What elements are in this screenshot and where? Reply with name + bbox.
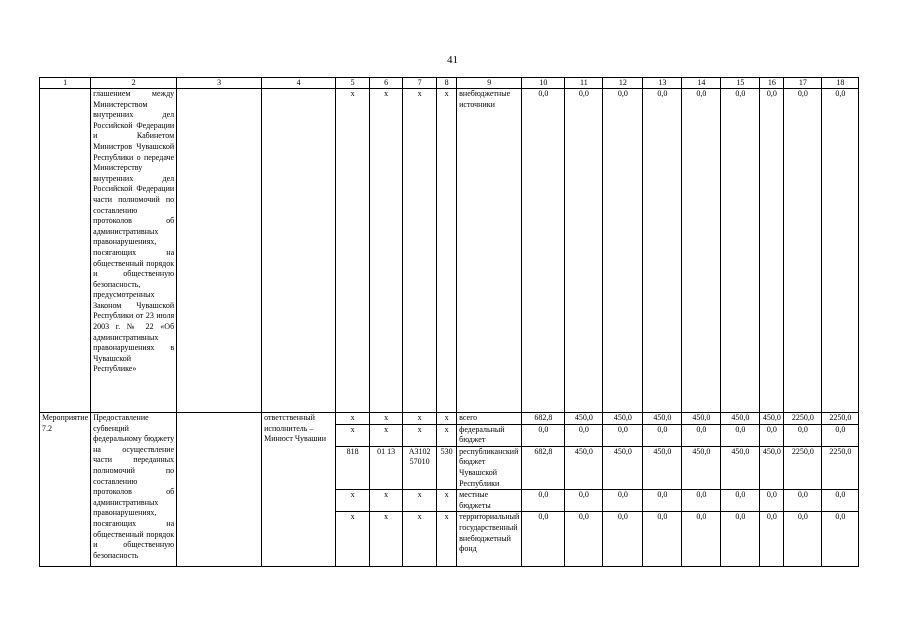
value-cell: 450,0 [682, 413, 721, 425]
value-cell: 0,0 [522, 512, 565, 567]
code-cell: х [336, 512, 370, 567]
value-cell: 0,0 [784, 490, 822, 512]
value-cell: 450,0 [760, 413, 784, 425]
header-cell: 8 [437, 78, 457, 89]
value-cell: 0,0 [603, 424, 643, 446]
funding-source: местные бюджеты [457, 490, 522, 512]
value-cell: 0,0 [822, 89, 859, 413]
responsible-executor: ответственный исполнитель – Минюст Чувашии [262, 413, 336, 567]
header-cell: 16 [760, 78, 784, 89]
funding-source: всего [457, 413, 522, 425]
value-cell: 0,0 [760, 490, 784, 512]
value-cell: 450,0 [643, 413, 682, 425]
header-cell: 7 [403, 78, 437, 89]
event-description: глашением между Министерством внутренних дел Российской Федерации и Кабинетом Министров Чувашской Республики о передаче Министерству внутренних дел Российской Федерации части полномочий по составлению протоколов об административных правонарушениях, посягающих на общественный порядок и общественную безопасность, предусмотренных Законом Чувашской Республики от 23 июля 2003 г. № 22 «Об административных правонарушениях в Чувашской Республике» [91, 89, 177, 413]
code-cell: х [336, 424, 370, 446]
header-cell: 18 [822, 78, 859, 89]
code-cell: 01 13 [370, 446, 403, 489]
value-cell: 0,0 [643, 89, 682, 413]
event-description: Предоставление субвенций федеральному бюджету на осуществление части переданных полномочий по составлению протоколов об административных правонарушениях, посягающих на общественный порядок и общественную безопасность [91, 413, 177, 567]
event-number: Мероприятие 7.2 [40, 413, 91, 567]
code-cell: х [370, 512, 403, 567]
code-cell: х [403, 424, 437, 446]
value-cell: 450,0 [565, 446, 603, 489]
header-cell: 1 [40, 78, 91, 89]
header-cell: 13 [643, 78, 682, 89]
code-cell: х [370, 490, 403, 512]
value-cell: 0,0 [603, 89, 643, 413]
funding-source: федеральный бюджет [457, 424, 522, 446]
value-cell: 0,0 [784, 512, 822, 567]
funding-source: республиканский бюджет Чувашской Республики [457, 446, 522, 489]
code-cell: х [370, 89, 403, 413]
header-cell: 14 [682, 78, 721, 89]
code-cell: х [370, 413, 403, 425]
code-cell: х [336, 413, 370, 425]
code-cell: А3102 57010 [403, 446, 437, 489]
value-cell: 0,0 [721, 490, 760, 512]
value-cell: 450,0 [565, 413, 603, 425]
header-cell: 3 [177, 78, 262, 89]
value-cell: 0,0 [760, 89, 784, 413]
value-cell: 0,0 [682, 512, 721, 567]
value-cell: 2250,0 [822, 413, 859, 425]
code-cell: х [336, 89, 370, 413]
header-cell: 12 [603, 78, 643, 89]
code-cell: х [403, 413, 437, 425]
value-cell: 450,0 [603, 446, 643, 489]
header-cell: 17 [784, 78, 822, 89]
code-cell: х [437, 424, 457, 446]
value-cell: 0,0 [522, 424, 565, 446]
value-cell: 2250,0 [784, 413, 822, 425]
value-cell: 0,0 [522, 490, 565, 512]
value-cell: 0,0 [643, 512, 682, 567]
code-cell: х [437, 512, 457, 567]
header-cell: 10 [522, 78, 565, 89]
code-cell: 818 [336, 446, 370, 489]
value-cell: 450,0 [721, 413, 760, 425]
value-cell: 0,0 [760, 512, 784, 567]
value-cell: 0,0 [822, 490, 859, 512]
value-cell: 682,8 [522, 413, 565, 425]
header-cell: 15 [721, 78, 760, 89]
value-cell: 0,0 [643, 424, 682, 446]
value-cell: 0,0 [565, 424, 603, 446]
code-cell: х [437, 89, 457, 413]
table-cell [262, 89, 336, 413]
value-cell: 0,0 [721, 89, 760, 413]
budget-table [39, 77, 859, 567]
value-cell: 450,0 [721, 446, 760, 489]
code-cell: х [437, 490, 457, 512]
value-cell: 0,0 [522, 89, 565, 413]
header-cell: 2 [91, 78, 177, 89]
value-cell: 450,0 [643, 446, 682, 489]
value-cell: 0,0 [682, 424, 721, 446]
table-cell [177, 89, 262, 413]
value-cell: 0,0 [682, 490, 721, 512]
table-cell [40, 89, 91, 413]
funding-source: внебюджетные источники [457, 89, 522, 413]
value-cell: 0,0 [603, 512, 643, 567]
value-cell: 682,8 [522, 446, 565, 489]
value-cell: 0,0 [784, 89, 822, 413]
table-row [40, 413, 859, 425]
page-number: 41 [447, 54, 458, 66]
header-cell: 5 [336, 78, 370, 89]
value-cell: 450,0 [760, 446, 784, 489]
value-cell: 0,0 [682, 89, 721, 413]
code-cell: х [437, 413, 457, 425]
code-cell: 530 [437, 446, 457, 489]
table-cell [177, 413, 262, 567]
table-row [40, 89, 859, 413]
value-cell: 0,0 [643, 490, 682, 512]
value-cell: 0,0 [603, 490, 643, 512]
value-cell: 0,0 [822, 424, 859, 446]
code-cell: х [403, 512, 437, 567]
value-cell: 0,0 [721, 512, 760, 567]
value-cell: 450,0 [603, 413, 643, 425]
value-cell: 0,0 [760, 424, 784, 446]
value-cell: 2250,0 [784, 446, 822, 489]
header-row [40, 78, 859, 89]
value-cell: 2250,0 [822, 446, 859, 489]
header-cell: 6 [370, 78, 403, 89]
value-cell: 0,0 [784, 424, 822, 446]
value-cell: 0,0 [565, 89, 603, 413]
value-cell: 0,0 [565, 512, 603, 567]
header-cell: 11 [565, 78, 603, 89]
code-cell: х [336, 490, 370, 512]
header-cell: 4 [262, 78, 336, 89]
code-cell: х [403, 89, 437, 413]
value-cell: 0,0 [721, 424, 760, 446]
value-cell: 450,0 [682, 446, 721, 489]
value-cell: 0,0 [565, 490, 603, 512]
code-cell: х [403, 490, 437, 512]
funding-source: территориальный государственный внебюджетный фонд [457, 512, 522, 567]
value-cell: 0,0 [822, 512, 859, 567]
code-cell: х [370, 424, 403, 446]
header-cell: 9 [457, 78, 522, 89]
